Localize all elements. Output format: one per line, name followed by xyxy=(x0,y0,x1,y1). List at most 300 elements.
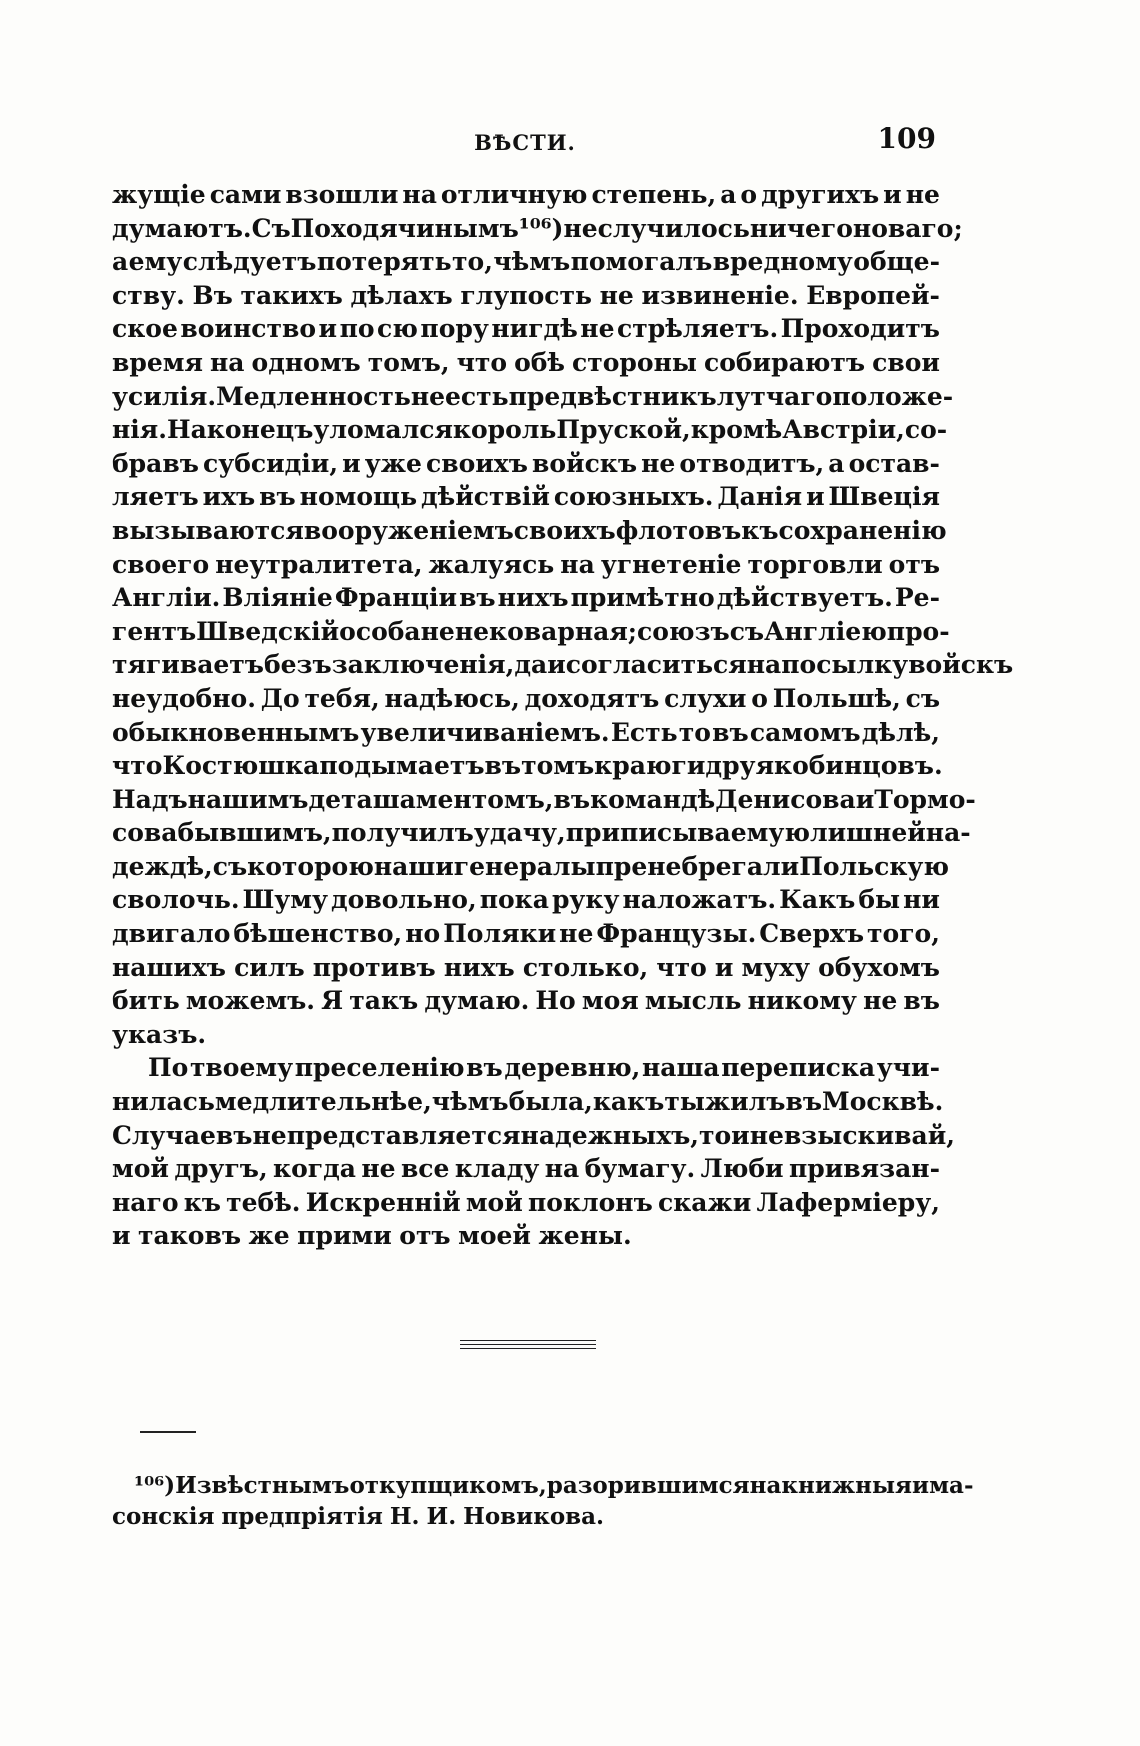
word: на xyxy=(544,1154,580,1184)
word: жилъ xyxy=(704,1087,786,1117)
word: и xyxy=(342,448,361,478)
word: не xyxy=(420,616,455,646)
word: положе- xyxy=(832,381,954,411)
word: и xyxy=(855,784,875,814)
word: обухомъ xyxy=(818,952,940,982)
word: съ xyxy=(905,683,940,713)
word: не xyxy=(559,919,594,949)
word: остав- xyxy=(848,448,940,478)
word: таковъ xyxy=(138,1221,242,1251)
word: обѣ xyxy=(514,347,565,377)
word: надѣюсь, xyxy=(384,683,520,713)
footnote xyxy=(112,1470,974,1532)
word: о xyxy=(751,683,768,713)
text-line xyxy=(112,917,940,951)
word: прими xyxy=(297,1221,392,1251)
word: ничего xyxy=(749,213,853,243)
text-line xyxy=(112,279,940,313)
word: увеличиваніемъ. xyxy=(360,717,610,747)
word: про- xyxy=(886,616,950,646)
word: въ xyxy=(712,717,749,747)
word: но xyxy=(405,919,441,949)
word: ма- xyxy=(929,1472,974,1499)
word: твоему xyxy=(189,1053,294,1083)
word: же xyxy=(248,1221,290,1251)
text-line xyxy=(112,1051,940,1085)
word: потерять xyxy=(316,247,452,277)
text-line xyxy=(112,615,950,649)
word: гидру xyxy=(671,751,756,781)
word: со- xyxy=(904,415,948,445)
text-line xyxy=(112,212,963,246)
word: дѣлахъ xyxy=(350,280,453,310)
word: Швеція xyxy=(828,482,940,512)
word: Австріи, xyxy=(782,415,905,445)
word: въ xyxy=(903,986,940,1016)
word: нашихъ xyxy=(112,952,226,982)
word: учи- xyxy=(876,1053,940,1083)
word: стороны xyxy=(572,347,697,377)
word: на xyxy=(749,1472,782,1499)
word: представляется xyxy=(286,1120,521,1150)
word: не xyxy=(580,314,615,344)
text-line xyxy=(112,783,976,817)
word: стрѣляетъ. xyxy=(617,314,779,344)
word: Тормо- xyxy=(874,784,976,814)
word: Французы. xyxy=(596,919,757,949)
word: Походячинымъ xyxy=(290,213,519,243)
word: взошли xyxy=(285,180,399,209)
word: лишней xyxy=(810,818,926,848)
text-line xyxy=(112,850,950,884)
word: слухи xyxy=(664,683,747,713)
word: войскъ xyxy=(531,448,638,478)
word: на xyxy=(560,549,595,579)
word: примѣтно xyxy=(570,583,715,613)
word: думаютъ. xyxy=(112,213,252,243)
word: Денисова xyxy=(715,784,856,814)
word: и xyxy=(912,1472,930,1499)
word: сова xyxy=(112,818,178,848)
word: пренебрегали xyxy=(595,851,800,881)
word: заключенія, xyxy=(331,650,515,680)
text-line xyxy=(112,749,943,783)
word: надежныхъ, xyxy=(520,1120,699,1150)
word: столько, xyxy=(522,952,649,982)
word: Съ xyxy=(251,213,291,243)
word: генералы xyxy=(453,851,596,881)
word: на- xyxy=(925,818,971,848)
text-line xyxy=(112,816,971,850)
word: командѣ xyxy=(590,784,716,814)
word: Сверхъ xyxy=(759,919,865,949)
word: сонскія xyxy=(112,1503,215,1530)
text-line xyxy=(112,245,940,279)
text-line xyxy=(112,984,940,1018)
footnote-line xyxy=(112,1470,974,1501)
word: особа xyxy=(339,616,421,646)
text-line xyxy=(112,548,940,582)
word: на xyxy=(746,650,782,680)
word: переписка xyxy=(721,1053,876,1083)
word: пока xyxy=(479,885,549,915)
word: нихъ xyxy=(497,583,569,613)
word: что xyxy=(112,751,163,781)
word: Данія xyxy=(717,482,803,512)
word: кромѣ xyxy=(690,415,783,445)
word: къ xyxy=(183,1187,221,1217)
word: жалуясь xyxy=(428,549,555,579)
word: Франціи xyxy=(334,583,458,613)
word: то, xyxy=(452,247,493,277)
word: ское xyxy=(112,314,178,344)
word: томъ, xyxy=(367,347,450,377)
word: не xyxy=(641,448,676,478)
section-separator xyxy=(460,1340,596,1352)
word: на xyxy=(402,180,437,209)
word: Англіею xyxy=(764,616,887,646)
word: нихъ xyxy=(443,952,515,982)
main-text xyxy=(112,178,1014,1253)
word: кладу xyxy=(454,1154,540,1184)
text-line xyxy=(112,1119,955,1153)
word: дѣлѣ, xyxy=(861,717,940,747)
word: привязан- xyxy=(788,1154,940,1184)
word: не xyxy=(361,1154,396,1184)
text-line xyxy=(112,1219,940,1253)
text-line xyxy=(112,581,940,615)
word: Ре- xyxy=(894,583,940,613)
running-header xyxy=(110,122,940,162)
word: въ xyxy=(466,1053,503,1083)
text-line xyxy=(112,312,940,346)
word: отличную xyxy=(440,180,588,209)
word: жены. xyxy=(538,1221,632,1251)
word: наложатъ. xyxy=(622,885,777,915)
word: уломался xyxy=(313,415,453,445)
word: сю xyxy=(377,314,418,344)
word: предвѣстникъ xyxy=(508,381,717,411)
word: жущіе xyxy=(112,180,206,209)
word: указъ. xyxy=(112,1019,207,1049)
word: дѣйствуетъ. xyxy=(716,583,893,613)
word: того, xyxy=(867,919,940,949)
word: Поляки xyxy=(443,919,557,949)
word: деждѣ, xyxy=(112,851,213,881)
word: а xyxy=(112,247,129,277)
word: двигало xyxy=(112,919,231,949)
word: уже xyxy=(364,448,422,478)
word: случилось xyxy=(597,213,750,243)
word: чѣмъ xyxy=(493,247,571,277)
word: моей xyxy=(458,1221,531,1251)
word: глупость xyxy=(460,280,592,310)
word: новаго; xyxy=(852,213,963,243)
word: подымаетъ xyxy=(319,751,485,781)
word: отводитъ, xyxy=(679,448,825,478)
word: силъ xyxy=(234,952,305,982)
word: Европей- xyxy=(806,280,940,310)
word: и xyxy=(883,180,902,209)
word: Люби xyxy=(700,1154,784,1184)
word: флотовъ xyxy=(615,515,742,545)
word: съ xyxy=(212,851,248,881)
word: въ xyxy=(259,482,296,512)
word: Случаевъ xyxy=(112,1120,253,1150)
word: ихъ xyxy=(202,482,256,512)
word: другихъ xyxy=(761,180,880,209)
word: ству. xyxy=(112,280,185,310)
word: бѣшенство, xyxy=(233,919,403,949)
word: нія. xyxy=(112,415,167,445)
word: помогалъ xyxy=(570,247,713,277)
word: никому xyxy=(747,986,857,1016)
word: не xyxy=(410,381,446,411)
word: союзныхъ. xyxy=(553,482,714,512)
word: мой xyxy=(112,1154,169,1184)
word: время xyxy=(112,347,203,377)
word: гентъ xyxy=(112,616,197,646)
word: сохраненію xyxy=(778,515,947,545)
word: воинство xyxy=(180,314,317,344)
word: степень, xyxy=(591,180,717,209)
word: книжныя xyxy=(781,1472,913,1499)
word: краю xyxy=(594,751,672,781)
footnote-line xyxy=(112,1501,940,1532)
word: бы xyxy=(858,885,901,915)
word: думаю. xyxy=(424,986,530,1016)
word: медлительнѣе, xyxy=(214,1087,432,1117)
word: не xyxy=(563,213,598,243)
word: что xyxy=(656,952,707,982)
word: лутчаго xyxy=(716,381,833,411)
word: бить xyxy=(112,986,180,1016)
word: субсидіи, xyxy=(202,448,339,478)
word: номощь xyxy=(299,482,418,512)
word: Шведскій xyxy=(196,616,340,646)
word: сами xyxy=(209,180,282,209)
word: и xyxy=(547,650,566,680)
word: была, xyxy=(508,1087,593,1117)
word: По xyxy=(148,1053,189,1083)
word: наши xyxy=(373,851,454,881)
word: Какъ xyxy=(779,885,856,915)
word: а xyxy=(720,180,737,209)
word: наша xyxy=(641,1053,720,1083)
word: все xyxy=(400,1154,450,1184)
text-line xyxy=(112,514,947,548)
word: своего xyxy=(112,549,210,579)
word: Извѣстнымъ xyxy=(175,1472,350,1499)
text-line xyxy=(112,480,940,514)
word: муху xyxy=(741,952,811,982)
word: посылку xyxy=(781,650,909,680)
word: по xyxy=(339,314,375,344)
word: въ xyxy=(484,751,522,781)
word: доходятъ xyxy=(524,683,660,713)
word: своихъ xyxy=(513,515,616,545)
text-line xyxy=(112,1085,944,1119)
word: Я xyxy=(321,986,344,1016)
word: удачу, xyxy=(473,818,566,848)
word: то xyxy=(699,1120,732,1150)
word: Польскую xyxy=(799,851,950,881)
word: не xyxy=(252,1120,287,1150)
word: нашимъ xyxy=(187,784,309,814)
word: ты xyxy=(664,1087,705,1117)
word: Медленность xyxy=(216,381,411,411)
word: усилія. xyxy=(112,381,217,411)
word: деташаментомъ, xyxy=(308,784,554,814)
word: такъ xyxy=(349,986,419,1016)
word: и xyxy=(714,952,734,982)
word: самомъ xyxy=(749,717,861,747)
word: вызываются xyxy=(112,515,304,545)
word: вооруженіемъ xyxy=(303,515,514,545)
word: Лаферміеру, xyxy=(756,1187,940,1217)
word: войскъ xyxy=(908,650,1014,680)
word: ему xyxy=(128,247,183,277)
footnote-marker: ¹⁰⁶) xyxy=(134,1472,176,1499)
word: къ xyxy=(741,515,779,545)
word: не xyxy=(749,1120,784,1150)
word: о xyxy=(740,180,758,209)
word: согласиться xyxy=(565,650,747,680)
word: и xyxy=(731,1120,750,1150)
word: довольно, xyxy=(331,885,477,915)
word: моя xyxy=(581,986,639,1016)
word: вредному xyxy=(712,247,853,277)
word: Есть xyxy=(610,717,678,747)
word: преселенію xyxy=(294,1053,465,1083)
word: союзъ xyxy=(637,616,730,646)
word: не xyxy=(905,180,940,209)
word: Шуму xyxy=(242,885,328,915)
word: Надъ xyxy=(112,784,188,814)
word: не xyxy=(863,986,898,1016)
word: якобинцовъ. xyxy=(755,751,943,781)
word: Вліяніе xyxy=(222,583,333,613)
word: и xyxy=(318,314,338,344)
word: Въ xyxy=(192,280,233,310)
word: Польшѣ, xyxy=(772,683,901,713)
word: когда xyxy=(273,1154,356,1184)
word: приписываемую xyxy=(565,818,810,848)
word: то xyxy=(678,717,711,747)
word: нилась xyxy=(112,1087,215,1117)
word: деревню, xyxy=(504,1053,641,1083)
word: обще- xyxy=(853,247,940,277)
word: Н. xyxy=(389,1503,420,1530)
word: скажи xyxy=(657,1187,752,1217)
word: какъ xyxy=(592,1087,665,1117)
word: И. xyxy=(426,1503,457,1530)
word: что xyxy=(456,347,508,377)
word: обыкновеннымъ xyxy=(112,717,360,747)
word: Пруской, xyxy=(556,415,691,445)
word: неудобно. xyxy=(112,683,256,713)
word: Москвѣ. xyxy=(822,1087,944,1117)
word: ни xyxy=(903,885,940,915)
word: отъ xyxy=(888,549,940,579)
word: бумагу. xyxy=(584,1154,696,1184)
word: тебя, xyxy=(304,683,380,713)
word: которою xyxy=(247,851,374,881)
word: съ xyxy=(729,616,765,646)
word: разорившимся xyxy=(546,1472,750,1499)
word: наго xyxy=(112,1187,179,1217)
text-line xyxy=(112,1152,940,1186)
text-line xyxy=(112,178,940,212)
word: Но xyxy=(535,986,576,1016)
word: мысль xyxy=(644,986,742,1016)
word: томъ xyxy=(521,751,595,781)
word: тебѣ. xyxy=(226,1187,301,1217)
word: Костюшка xyxy=(162,751,320,781)
word: можемъ. xyxy=(185,986,315,1016)
word: да xyxy=(514,650,548,680)
word: слѣдуетъ xyxy=(182,247,317,277)
word: не xyxy=(599,280,634,310)
page-number: 109 xyxy=(877,122,936,155)
text-line xyxy=(112,951,940,985)
word: Проходитъ xyxy=(780,314,940,344)
word: дѣйствій xyxy=(421,482,550,512)
word: свои xyxy=(872,347,940,377)
word: и xyxy=(806,482,825,512)
word: До xyxy=(260,683,300,713)
word: Англіи. xyxy=(112,583,221,613)
word: чѣмъ xyxy=(431,1087,509,1117)
word: такихъ xyxy=(240,280,343,310)
word: Новикова. xyxy=(463,1503,605,1530)
text-line xyxy=(112,716,940,750)
word: Наконецъ xyxy=(166,415,314,445)
word: есть xyxy=(445,381,509,411)
text-line xyxy=(112,1186,940,1220)
word: поклонъ xyxy=(527,1187,653,1217)
word: руку xyxy=(551,885,620,915)
word: предпріятія xyxy=(221,1503,383,1530)
word: нековарная; xyxy=(454,616,638,646)
word: своихъ xyxy=(426,448,528,478)
word: взыскивай, xyxy=(783,1120,955,1150)
word: нигдѣ xyxy=(491,314,578,344)
word: въ xyxy=(553,784,591,814)
text-line xyxy=(112,380,954,414)
text-line xyxy=(112,648,1014,682)
word: мой xyxy=(465,1187,523,1217)
word: въ xyxy=(459,583,496,613)
word: Искренній xyxy=(305,1187,461,1217)
word: на xyxy=(209,347,245,377)
word: откупщикомъ, xyxy=(349,1472,547,1499)
word: противъ xyxy=(312,952,436,982)
text-line xyxy=(112,346,940,380)
footnote-rule xyxy=(140,1431,196,1433)
word: король xyxy=(452,415,557,445)
word: въ xyxy=(785,1087,823,1117)
word: угнетеніе xyxy=(600,549,742,579)
word: неутралитета, xyxy=(215,549,423,579)
word: бравъ xyxy=(112,448,199,478)
word: одномъ xyxy=(251,347,361,377)
word: собираютъ xyxy=(703,347,866,377)
text-line xyxy=(112,1018,940,1052)
running-title: ВѢСТИ. xyxy=(474,130,576,155)
text-line xyxy=(112,413,948,447)
word: сволочь. xyxy=(112,885,240,915)
